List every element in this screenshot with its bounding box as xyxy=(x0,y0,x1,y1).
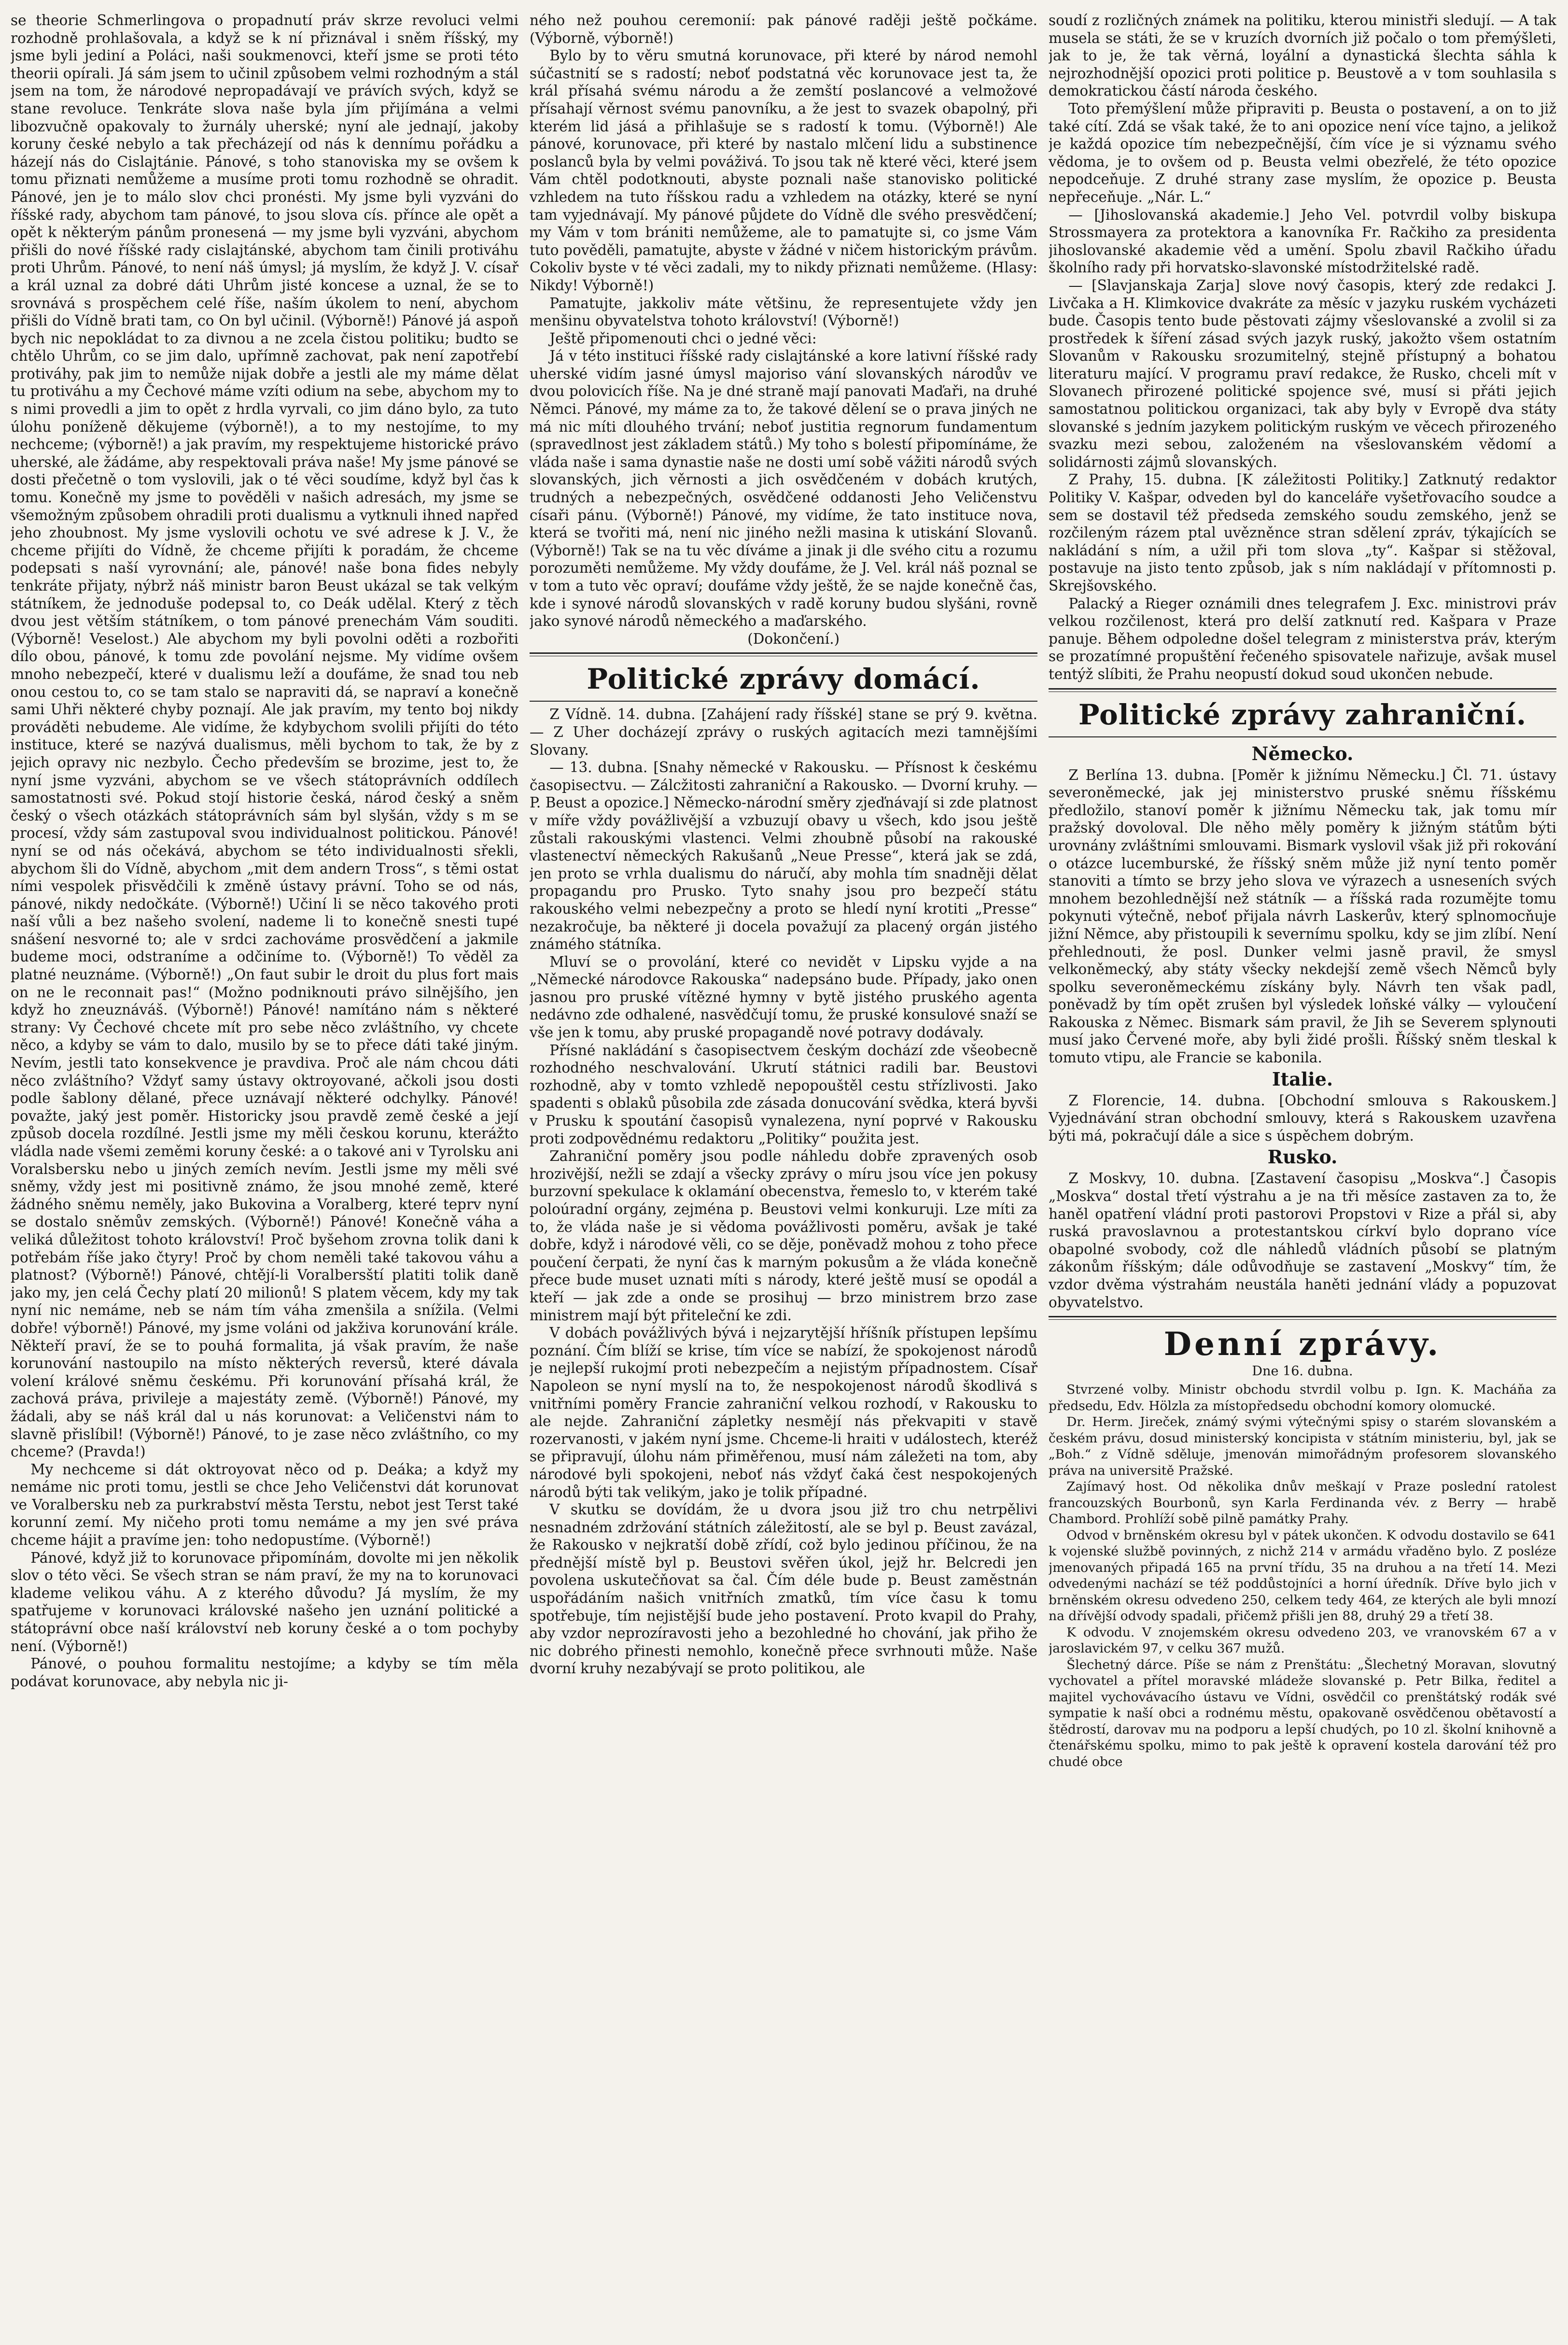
daily-item: K odvodu. V znojemském okresu odvedeno 203, ve vranovském 67 a v jaroslavickém 97, v celku 367 mužů. xyxy=(1049,1625,1556,1656)
news-paragraph: — [Jihoslovanská akademie.] Jeho Vel. potvrdil volby biskupa Strossmayera za protektora a kanovníka Fr. Račkiho za presidenta jihoslovanské akademie věd a umění. Spolu zbavil Račkiho úřadu školního rady při horvatsko-slavonské místodržitelské radě. xyxy=(1049,206,1556,276)
daily-item: Odvod v brněnském okresu byl v pátek ukončen. K odvodu dostavilo se 641 k vojenské službě povinných, z nichž 214 v armádu vřaděno bylo. Z posléze jmenovaných připadá 165 na první třídu, 35 na druhou a na třetí 14. Mezi odvedenými nachází se též poddůstojníci a horní úředník. Dříve bylo jich v brněnském okresu odvedeno 250, celkem tedy 464, ze kterých ale byli mnozí na dřívější odvody spadali, přičemž přišli jen 88, druhý 29 a třetí 38. xyxy=(1049,1527,1556,1624)
continued-note: (Dokončení.) xyxy=(747,630,840,647)
section-divider xyxy=(1049,736,1556,737)
section-title-foreign: Politické zprávy zahraniční. xyxy=(1078,698,1527,731)
news-paragraph: — [Slavjanskaja Zarja] slove nový časopis, který zde redakci J. Livčaka a H. Klimkovice dvakráte za měsíc v jazyku ruském vycházeti bude. Časopis tento bude pěstovati zájmy všeslovanské a zvolil si za prostředek k šíření zásad svých jazyk ruský, jakožto všem ostatním Slovanům v Rakousku srozumitelný, stejně přístupný a bohatou literaturu mající. V programu praví redakce, že Rusko, chceli mít v Slovanech přirozené politické spojence své, musí si přáti jejich samostatnou politickou organizaci, tak aby byly v Evropě dva státy slovanské s jedním jazykem politickým ruským ve věcech přirozeného svazku mezi sebou, založeném na všeslovanském vědomí a solidárnosti zájmů slovanských. xyxy=(1049,277,1556,470)
news-paragraph: Mluví se o provolání, které co nevidět v Lipsku vyjde a na „Německé národovce Rakouska“ nadepsáno bude. Případy, jako onen jasnou pro pruské vítězné hymny v bytě jistého pruského agenta nedávno zde odhalené, nasvědčují tomu, že pruské konsulové snaží se vše jen k tomu, aby pruské propagandě nové potravy dodávaly. xyxy=(530,953,1037,1041)
news-paragraph: Toto přemýšlení může připraviti p. Beusta o postavení, a on to již také cítí. Zdá se však také, že to ani opozice není více tajno, a jelikož je každá opozice tím nebezpečnější, čím více je si významu svého vědoma, je to ovšem od p. Beusta velmi obezřelé, že této opozice nepodceňuje. Z druhé strany zase myslím, že opozice p. Beusta nepřeceňuje. „Nár. L.“ xyxy=(1049,100,1556,205)
country-heading-germany: Německo. xyxy=(1251,742,1354,764)
speech-paragraph: Pánové, o pouhou formalitu nestojíme; a kdyby se tím měla podávat korunovace, aby nebyla nic ji- xyxy=(11,1655,518,1690)
daily-item: Šlechetný dárce. Píše se nám z Prenštátu: „Šlechetný Moravan, slovutný vychovatel a přítel moravské mládeže slovanské p. Petr Bilka, ředitel a majitel vychovávacího ústavu ve Vídni, osvědčil co prenštátský rodák své sympatie k naší obci a rodnému městu, opakovaně osvědčenou obětavostí a štědrostí, darovav mu na podporu a lepší chudých, po 10 zl. školní knihovně a čtenářskému spolku, mimo to pak ještě k opravení kostela darování též pro chudé obce xyxy=(1049,1657,1556,1769)
news-paragraph: Palacký a Rieger oznámili dnes telegrafem J. Exc. ministrovi práv velkou rozčilenost, která pro delší zatknutí red. Kašpara v Praze panuje. Během odpoledne došel telegram z ministerstva práv, kterým se prozatímné propuštění řečeného spisovatele nařizuje, avšak musel tentýž slíbiti, že Prahu neopustí dokud soud ukončen nebude. xyxy=(1049,595,1556,682)
daily-date: Dne 16. dubna. xyxy=(1252,1364,1353,1379)
section-divider xyxy=(1049,1316,1556,1320)
news-paragraph: V skutku se dovídám, že u dvora jsou již tro chu netrpělivi nesnadném zdržování státních záležitostí, ale se byl p. Beust zavázal, že Rakousko v nejkratší době zřídí, což bylo jedinou příčinou, že na přednější místě byl p. Beustovi svěřen úkol, jejž hr. Belcredi jen povolena uskutečňovat sa čal. Čím déle bude p. Beust zaměstnán uspořádáním našich vnitřních zmatků, tím více času k tomu spotřebuje, tím nejistější bude jeho postavení. Proto kvapil do Prahy, aby vzdor neprozíravosti jeho a bezohledné ho chování, jak přiho že nic dobrého přinesti nemohlo, konečně přece svrhnouti může. Naše dvorní kruhy nezabývají se proto politikou, ale xyxy=(530,1501,1037,1677)
news-paragraph: Přísné nakládání s časopisectvem českým dochází zde všeobecně rozhodného neschvalování. Ukrutí státnici radili bar. Beustovi rozhodně, aby v tomto vzhledě nepopouštěl cestu střízlivosti. Jako spadenti s oblaků působila zde zásada donucování svědka, která byvši v Prusku k spoutání časopisů vynalezena, nyní poprvé v Rakousku proti zodpovědnému redaktoru „Politiky“ použita jest. xyxy=(530,1042,1037,1147)
country-heading-italy: Italie. xyxy=(1272,1068,1333,1090)
news-paragraph: V dobách povážlivých bývá i nejzarytější hříšník přístupen lepšímu poznání. Čím blíží se krise, tím více se nabízí, že spokojenost národů je nejlepší rukojmí proti nebezpečím a nejistým případnostem. Císař Napoleon se nyní myslí na to, že nespokojenost národů škodlivá s vnitřními poměry Francie zahraniční velkou rozhodí, v Rakousku to ale nejde. Zahraniční zápletky nesmějí nás překvapiti v stavě rozervanosti, v jakém nyní jsme. Chceme-li hraiti v událostech, kteréž se připravují, úlohu nám přiměřenou, musí nám záležeti na tom, aby národové byli spokojeni, neboť nás vždyť čaká čest nespokojených národů býti tak velikým, jako je tolik případné. xyxy=(530,1325,1037,1500)
speech-paragraph: Ještě připomenouti chci o jedné věci: xyxy=(549,330,817,347)
news-paragraph: Z Moskvy, 10. dubna. [Zastavení časopisu „Moskva“.] Časopis „Moskva“ dostal třetí výstrahu a je na tři měsíce zastaven za to, že haněl opatření vládní proti pastorovi Propstovi v Rize a přál si, aby ruská pravoslavnou a protestantskou církví bylo doprano více obapolné svobody, což dle náhledů vládních působí se platným zákonům říšským; dále odůvodňuje se zastavení „Moskvy“ tím, že vzdor dvěma výstrahám neustála haněti jednání vlády a popuzovat obyvatelstvo. xyxy=(1049,1170,1556,1311)
section-divider xyxy=(1049,688,1556,692)
column-3 xyxy=(1049,12,1556,2339)
daily-item: Zajímavý host. Od několika dnův meškají v Praze poslední ratolest francouzských Bourbonů, syn Karla Ferdinanda vév. z Berry — hrabě Chambord. Prohlíží sobě pilně památky Prahy. xyxy=(1049,1479,1556,1527)
section-divider xyxy=(530,701,1037,702)
country-heading-russia: Rusko. xyxy=(1267,1146,1338,1168)
daily-item: Dr. Herm. Jireček, známý svými výtečnými spisy o starém slovanském a českém právu, dosud ministerský koncipista v státním ministeriu, byl, jak se „Boh.“ z Vídně sděluje, jmenován mimořádným profesorem slovanského práva na universitě Pražské. xyxy=(1049,1414,1556,1478)
news-paragraph: Z Prahy, 15. dubna. [K záležitosti Politiky.] Zatknutý redaktor Politiky V. Kašpar, odveden byl do kanceláře vyšetřovacího soudce a sem se dostavil též předseda zemského soudu zemského, jenž se rozčileným rázem ptal uvězněnce stran sdělení zpráv, týkajících se nakládání s ním, a užil při tom slova „ty“. Kašpar si stěžoval, postavuje na jisto tento způsob, jak s ním nakládají v přítomnosti p. Skrejšovského. xyxy=(1049,471,1556,594)
speech-paragraph: Pánové, když již to korunovace připomínám, dovolte mi jen několik slov o této věci. Se všech stran se nám praví, že my na to korunovaci klademe velikou váhu. A z kterého důvodu? Já myslím, že my spatřujeme v korunovaci královské našeho jen uznání politické a státoprávní obce naší království neb koruny české a o tom pochyby není. (Výborně!) xyxy=(11,1549,518,1654)
column-grid xyxy=(11,12,1557,2339)
column-2 xyxy=(530,12,1037,2339)
news-paragraph: — 13. dubna. [Snahy německé v Rakousku. — Přísnost k českému časopisectvu. — Zálcžitosti zahraniční a Rakousko. — Dvorní kruhy. — P. Beust a opozice.] Německo-národní směry zjeďnávají si zde platnost v míře vždy povážlivější a vzbuzují obavy u všech, kdo jsou ještě zůstali rakouskými vlastenci. Velmi zhoubně působí na rakouské vlastenectví německých Rakušanů „Neue Presse“, která jak se zdá, jen proto se vrhla dualismu do náručí, aby mohla tím snadněji dělat propagandu pro Prusko. Tyto snahy jsou pro bezpečí státu rakouského velmi nebezpečny a proto se hledí nyní krotiti „Presse“ nezakročuje, ba některé ji docela považují za placený orgán jistého známého státníka. xyxy=(530,759,1037,953)
news-paragraph: Z Vídně. 14. dubna. [Zahájení rady říšské] stane se prý 9. května. — Z Uher docházejí zprávy o ruských agitacích mezi tamnějšími Slovany. xyxy=(530,706,1037,758)
speech-paragraph: se theorie Schmerlingova o propadnutí práv skrze revoluci velmi rozhodně prohlašovala, a když se k ní přiznával i sněm říšský, my jsme byli jediní a Poláci, naši soukmenovci, kteří jsme se proti této theorii opírali. Já sám jsem to učinil způsobem velmi rozhodným a stál jsem na tom, že národové nepropadávají ve právích svých, když se stane revoluce. Tenkráte slova naše byla jím přijímána a velmi libozvučně opakovaly to žurnály uherské; nyní ale jednají, jakoby koruny české nebylo a tak přecházejí od nás k dennímu pořádku a házejí nás do Cislajtánie. Pánové, s toho stanoviska my se ovšem k tomu přiznati nemůžeme a musíme proti tomu rozhodně se ohradit. Pánové, jen je to málo slov chci pronésti. My jsme byli vyzváni do říšské rady, abychom tam pánové, to jsou slova cís. přínce ale opět a opět k některým pánům pronesená — my jsme byli vyzváni, abychom přišli do nové říšské rady cislajtánské, abychom tam činili protiváhu proti Uhrům. Pánové, to není náš úmysl; já myslím, že když J. V. císař a král uznal za dobré dáti Uhrům jisté koncese a uznal, že se to srovnává s prospěchem celé říše, naším úkolem to není, abychom přišli do Vídně brati tam, co On byl učinil. (Výborně!) Pánové já aspoň bych nic nepokládat to za divnou a ne zcela čistou politiku; budto se chtělo Uhrům, co se jim dalo, upřímně zachovat, pak není zapotřebí protiváhy, pak jim to nemůže nijak dobře a jestli ale my máme dělat tu protiváhu a my Čechové máme vzíti odium na sebe, abychom my to s nimi provedli a jim to opět z hrdla vyrvali, co jim dáno bylo, za tuto úlohu poníženě děkujeme (výborně!), a to my nestojíme, to my nechceme; (výborně!) a jak pravím, my respektujeme historické právo uherské, ale žádáme, aby respektovali práva naše! My jsme pánové se dosti přečetně o tom vyslovili, jak o té věci soudíme, když byl čas k tomu. Konečně my jsme to pověděli v našich adresách, my jsme se všemožným způsobem ohradili proti dualismu a vytknuli ihned napřed jeho zhoubnost. My jsme vyslovili ochotu ve své adrese k J. V., že chceme přijíti do Vídně, že chceme přijíti k poradám, že chceme podepsati s naší vyrovnání; ale, pánové! naše bona fides nebyly tenkráte přijaty, nýbrž náš ministr baron Beust ukázal se tak velkým státníkem, že jednoduše podepsal to, co Deák udělal. Který z těch dvou jest větším státníkem, o tom pánové prenechám Vám souditi. (Výborně! Veselost.) Ale abychom my byli povolni oděti a rozbořiti dílo obou, pánové, k tomu zde povolání nejsme. My vidíme ovšem mnoho nebezpečí, které v dualismu leží a doufáme, že snad tou neb onou cestou to, co se tam stalo se napraviti dá, se napraví a konečně sami Uhři některé chyby poznají. Ale jak pravím, my tento boj nikdy prováděti nebudeme. Ale vidíme, že kdybychom svolili přijíti do této instituce, které se nazývá dualismus, měli bychom to tak, že by z jejich opravy nic nezbylo. Čecho především se brozime, jest to, že nyní jsme vyzváni, abychom se ve všech státoprávních oddílech samostatnosti své. Pokud stojí historie česká, národ český a sněm český o všech otázkách státoprávních sám byl slyšán, vždy s m se procesí, vždy sám zastupoval svou individualnost politickou. Pánové! nyní se od nás očekává, abychom se této individualnosti sřekli, abychom šli do Vídně, abychom „mit dem andern Tross“, s těmi ostat ními vespolek přisvědčili k změně ústavy právní. Toho se od nás, pánové, nikdy nedočkáte. (Výborně!) Učiní li se něco takového proti naší vůli a bez našeho svolení, nademe li to konečně snesti tupé snášení nesvorné to; ale v srdci zachováme prosvědčení a jakmile budeme moci, odstraníme a odčiníme to. (Výborně!) To věděl za platné neuznáme. (Výborně!) „On faut subir le droit du plus fort mais on ne le reconnait pas!“ (Možno podniknouti právo silnějšího, jen když ho zneuznáváš. (Výborně!) Pánové! namítáno nám s některé strany: Vy Čechové chcete mít pro sebe něco zvláštního, vy chcete něco, a kdyby se vám to dalo, musilo by se to přece dáti také jiným. Nevím, jestli tato konsekvence je pravdiva. Proč ale nám chcou dáti něco zvláštního? Vždyť samy ústavy oktroyované, ačkoli jsou dosti podle šablony dělané, přece uznávají některé odchylky. Pánové! považte, jaký jest poměr. Historicky jsou pravdě země české a její způsob docela rozdílné. Jestli jsme my měli českou korunu, kterážto vládla nade všemi zeměmi koruny české: a o takové ani v Tyrolsku ani Voralsbersku nebo u jiných zemích nevím. Jestli jsme my měli své sněmy, vždy jest mi positivně známo, že jsou mnohé země, které žádného sněmu neměly, jako Bukovina a Voralberg, které teprv nyní se dostalo sněmův zemských. (Výborně!) Pánové! Konečně váha a veliká důležitost tohoto království! Proč byšehom zrovna tolik dani k potřebám říše jako čtyry! Proč by chom neměli také takovou váhu a platnost? (Výborně!) Pánové, chtějí-li Voralbersští platiti tolik daně jako my, jen celá Čechy platí 20 milionů! S platem věcem, kdy my tak nyní nic nemáme, neb se nám tím váha zmenšila a snížila. (Velmi dobře! výborně!) Pánové, my jsme voláni od jakživa korunování krále. Někteří praví, že se to pouhá formalita, já však pravím, že naše korunování nastoupilo na místo některých reversů, které dávala volení králové sněmu českému. Při korunování přísahá král, že zachová práva, privileje a majestáty země. (Výborně!) Pánové, my žádali, aby se náš král dal u nás korunovat: a Veličenstvi nám to slavně přislíbil! (Výborně!) Pánové, to je zase něco zvláštního, co my chceme? (Pravda!) xyxy=(11,12,518,1460)
news-paragraph: Z Berlína 13. dubna. [Poměr k jižnímu Německu.] Čl. 71. ústavy severoněmecké, jak jej ministerstvo pruské sněmu říšskému předložilo, stanoví poměr k jižnímu Německu tak, jak tomu mír pražský dovoloval. Dle něho měly poměry k jižným státům býti urovnány zvláštními smlouvami. Bismark vyslovil však již při rokování o otázce lucemburské, že říšský sněm může již nyní tento poměr stanoviti a tímto se brzy jeho slova ve výrazech a usneseních svých mnohem bezohlednější než státník — a říšská rada rozumějte tomu pokynuti výtečně, neboť přijala návrh Laskerův, který splnomocňuje jižní Němce, aby přistoupili k severnímu spolku, kdy se jim zlíbí. Není přehlednouti, že posl. Dunker velmi jasně pravil, že smysl velkoněmecký, aby státy všecky nekdejší země všech Němců byly spolku severoněmeckému získány byly. Návrh ten však padl, poněvadž by tím opět zrušen byl výsledek loňské války — vyloučení Rakouska z Němec. Bismark sám pravil, že Jih se Severem splynouti musí jako Červené moře, aby byli židé prošli. Říšský sněm tleskal k tomuto vtipu, ale Francie se kabonila. xyxy=(1049,766,1556,1066)
section-title-domestic: Politické zprávy domácí. xyxy=(587,663,980,696)
news-paragraph: Z Florencie, 14. dubna. [Obchodní smlouva s Rakouskem.] Vyjednávání stran obchodní smlouvy, která s Rakouskem uzavřena býti má, pokračují dále a sice s úspěchem dobrým. xyxy=(1049,1092,1556,1144)
daily-item: Stvrzené volby. Ministr obchodu stvrdil volbu p. Ign. K. Macháňa za předsedu, Edv. Hölzla za místopředsedu obchodní komory olomucké. xyxy=(1049,1382,1556,1413)
speech-paragraph: Pamatujte, jakkoliv máte většinu, že representujete vždy jen menšinu obyvatelstva tohoto království! (Výborně!) xyxy=(530,295,1037,329)
column-1 xyxy=(11,12,518,2339)
speech-paragraph: My nechceme si dát oktroyovat něco od p. Deáka; a když my nemáme nic proti tomu, jestli se chce Jeho Veličenstvi dát korunovat ve Voralbersku neb za purkrabství města Terstu, nebot jest Terst také korunní zemí. My ničeho proti tomu nemáme a my jen své práva chceme hájit a pravíme jen: toho nedopustíme. (Výborně!) xyxy=(11,1461,518,1549)
news-paragraph: Zahraniční poměry jsou podle náhledu dobře zpravených osob hrozivější, nežli se zdají a všecky zprávy o míru jsou více jen pokusy burzovní spekulace k oklamání obecenstva, řemeslo to, v kterém také poloúradní orgány, zejména p. Beustovi velmi konkuruji. Lze míti za to, že vláda naše je si vědoma povážlivosti poměru, avšak je také dobře, když i národové věli, co se děje, poněvadž mohou z toho přece poučení čerpati, že nyní čas k marným pokusům a že vláda konečně přece bude muset uznati míti s národy, které ještě musí se opodál a kteří — jak zde a onde se prosihuj — brzo ministrem brzo zase ministrem mají být přiteleční ke zdi. xyxy=(530,1148,1037,1324)
news-paragraph: soudí z rozličných známek na politiku, kterou ministři sledují. — A tak musela se státi, že se v kruzích dvorních již počalo o tom přemýšleti, jak to je, že tak věrná, loyální a dynastická šlechta sáhla k nejrozhodnější opozici proti politice p. Beustově a v tom souhlasila s demokratickou částí národa českého. xyxy=(1049,12,1556,99)
speech-paragraph: Já v této instituci říšské rady cislajtánské a kore lativní říšské rady uherské vidím jasné úmysl majoriso vání slovanských národův ve dvou polovicích říše. Na je dné straně mají panovati Maďaři, na druhé Němci. Pánové, my máme za to, že takové dělení se o prava jiných ne má nic míti dlouhého trvání; neboť justitia regnorum fundamentum (spravedlnost jest základem států.) My toho s bolestí připomínáme, že vláda naše i sama dynastie naše ne dosti umí sobě vážiti národů svých slovanských, jich věrnosti a jich osvědčeném v dobách krutých, trudných a nebezpečných, osvědčené oddanosti Jeho Veličenstvu císaři pánu. (Výborně!) Pánové, my vidíme, že tato instituce nova, která se tvořiti má, není nic jiného nežli masina k utiskání Slovanů. (Výborně!) Tak se na tu věc díváme a jinak ji dle svého citu a rozumu porozuměti nemůžeme. My vždy doufáme, že J. Vel. král náš poznal se v tom a tuto věc opraví; doufáme vždy ještě, že se najde konečně čas, kde i synové národů slovanských v radě koruny budou slyšáni, rovně jako synové národů německého a maďarského. xyxy=(530,348,1037,630)
section-title-daily: Denní zprávy. xyxy=(1163,1325,1442,1363)
speech-paragraph: ného než pouhou ceremonií: pak pánové raději ještě počkáme. (Výborně, výborně!) xyxy=(530,12,1037,46)
speech-paragraph: Bylo by to věru smutná korunovace, při které by národ nemohl súčastnití se s radostí; neboť podstatná věc korunovace jest ta, že král přísahá svému národu a že zemští poslancové a velmožové přísahají věrnost svému panovníku, a že jest to svazek obapolný, při kterém lid jásá a přihlašuje se s radostí k tomu. (Výborně!) Ale pánové, korunovace, při které by nastalo mlčení lidu a substinence poslanců byla by velmi pováživá. To jsou tak ně které věci, které jsem Vám chtěl podotknouti, abyste poznali naše stanovisko politické vzhledem na tuto říšskou radu a vzhledem na otázky, které se nyní tam vyjednávají. My pánové půjdete do Vídně dle svého presvědčení; my Vám v tom brániti nemůžeme, ale to pamatujte si, co jsme Vám tuto pověděli, pamatujte, abyste v žádné v ničem historickým právům. Cokoliv byste v té věci zadali, my to nikdy přiznati nemůžeme. (Hlasy: Nikdy! Výborně!) xyxy=(530,47,1037,294)
section-divider xyxy=(530,652,1037,656)
